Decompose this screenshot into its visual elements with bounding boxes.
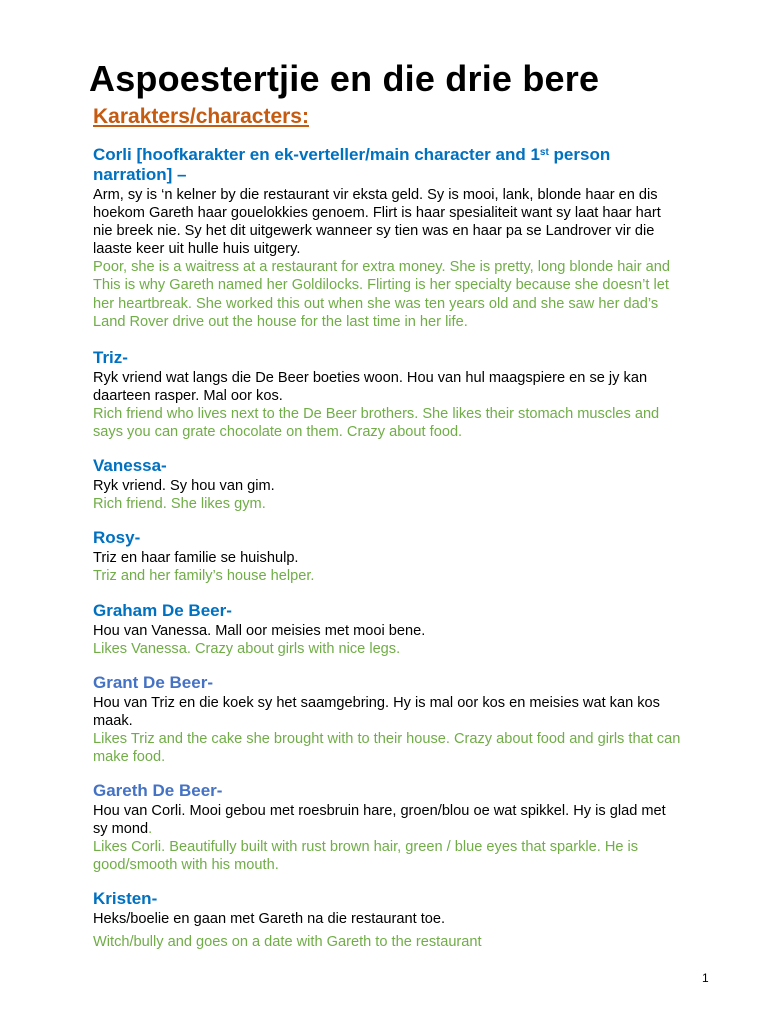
character-name: Gareth De Beer- [93,781,223,800]
character-grant [93,673,683,766]
english-description: Likes Vanessa. Crazy about girls with nice legs. [93,641,401,658]
character-corli [93,145,683,331]
english-description: Likes Corli. Beautifully built with rust brown hair, green / blue eyes that sparkle. He is good/smooth with his mouth. [93,839,639,874]
afrikaans-description: Hou van Corli. Mooi gebou met roesbruin hare, groen/blou oe wat spikkel. Hy is glad met sy mond. [93,803,666,838]
character-name: Triz- [93,348,128,367]
character-vanessa [93,456,683,513]
character-graham [93,601,683,658]
english-description: Likes Triz and the cake she brought with to their house. Crazy about food and girls that can make food. [93,731,681,766]
english-description: Rich friend. She likes gym. [93,496,266,513]
character-name: Kristen- [93,889,158,908]
character-rosy [93,528,683,585]
character-kristen [93,889,683,951]
afrikaans-description: Hou van Vanessa. Mall oor meisies met mooi bene. [93,623,426,639]
english-description: Triz and her family’s house helper. [93,568,315,585]
english-description: Rich friend who lives next to the De Beer brothers. She likes their stomach muscles and says you can grate chocolate on them. Crazy about food. [93,406,660,441]
afrikaans-description: Hou van Triz en die koek sy het saamgebring. Hy is mal oor kos en meisies wat kan kos maak. [93,695,660,730]
afrikaans-description: Heks/boelie en gaan met Gareth na die restaurant toe. [93,911,446,927]
afrikaans-description: Triz en haar familie se huishulp. [93,550,299,566]
page-number: 1 [702,971,709,985]
page-title: Aspoestertjie en die drie bere [89,58,600,99]
afrikaans-description: Ryk vriend wat langs die De Beer boeties woon. Hou van hul maagspiere en se jy kan daarteen rasper. Mal oor kos. [93,370,648,405]
section-heading: Karakters/characters: [93,105,309,128]
character-gareth [93,781,683,874]
character-triz [93,348,683,441]
afrikaans-description: Ryk vriend. Sy hou van gim. [93,478,275,494]
afrikaans-description: Arm, sy is ‘n kelner by die restaurant vir eksta geld. Sy is mooi, lank, blonde haar en dis hoekom Gareth haar gouelokkies genoem. Flirt is haar spesialiteit want sy laat haar hart nie breek nie. Sy het dit uitgewerk wanneer sy tien was en haar pa se Landrover vir die laaste keer uit hulle huis uitgery. [93,187,661,258]
character-name: Rosy- [93,528,141,547]
character-name: Corli [hoofkarakter en ek-verteller/main character and 1st person narration] – [93,145,611,184]
character-name: Graham De Beer- [93,601,232,620]
character-name: Grant De Beer- [93,673,213,692]
english-description: Poor, she is a waitress at a restaurant for extra money. She is pretty, long blonde hair and This is why Gareth named her Goldilocks. Flirting is her specialty because she doesn’t let her heartbreak. She worked this out when she was ten years old and she saw her dad’s Land Rover drive out the house for the last time in her life. [93,259,671,330]
english-description: Witch/bully and goes on a date with Gareth to the restaurant [93,934,482,951]
character-name: Vanessa- [93,456,167,475]
